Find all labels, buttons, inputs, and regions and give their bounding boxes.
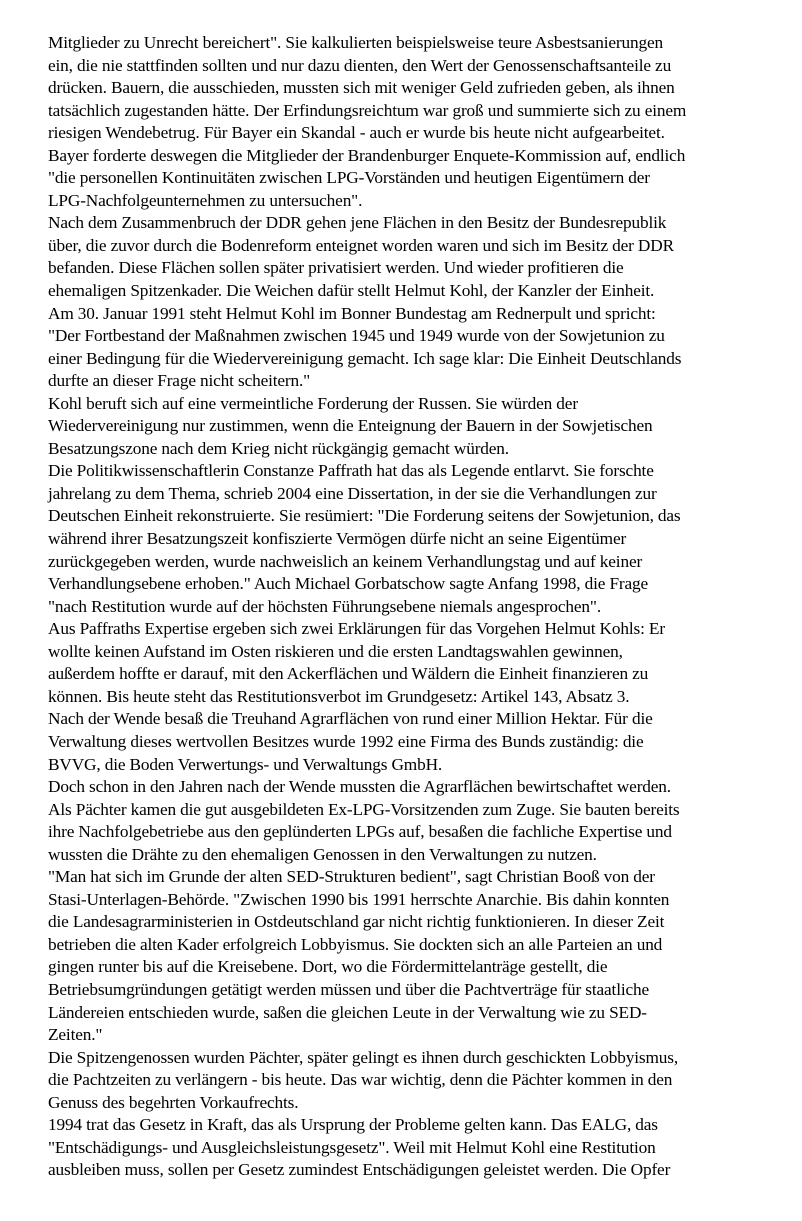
text-line: ehemaligen Spitzenkader. Die Weichen dafür stellt Helmut Kohl, der Kanzler der Einheit. xyxy=(48,281,655,301)
text-line: wussten die Drähte zu den ehemaligen Genossen in den Verwaltungen zu nutzen. xyxy=(48,844,597,864)
text-line: tatsächlich zugestanden hätte. Der Erfindungsreichtum war groß und summierte sich zu einem xyxy=(48,100,687,120)
text-line: 1994 trat das Gesetz in Kraft, das als Ursprung der Probleme gelten kann. Das EALG, das xyxy=(48,1115,658,1135)
text-line: "Man hat sich im Grunde der alten SED-Strukturen bedient", sagt Christian Booß von der xyxy=(48,867,655,887)
paragraph xyxy=(48,1114,788,1182)
text-line: durfte an dieser Frage nicht scheitern." xyxy=(48,371,311,391)
text-line: die Pachtzeiten zu verlängern - bis heute. Das war wichtig, denn die Pächter kommen in den xyxy=(48,1070,673,1090)
text-line: Verwaltung dieses wertvollen Besitzes wurde 1992 eine Firma des Bunds zuständig: die xyxy=(48,731,644,751)
text-line: BVVG, die Boden Verwertungs- und Verwaltungs GmbH. xyxy=(48,754,443,774)
text-line: ausbleiben muss, sollen per Gesetz zumindest Entschädigungen geleistet werden. Die Opfer xyxy=(48,1160,671,1180)
text-line: Betriebsumgründungen getätigt werden müssen und über die Pachtverträge für staatliche xyxy=(48,979,650,999)
paragraph xyxy=(48,866,788,1046)
text-line: befanden. Diese Flächen sollen später privatisiert werden. Und wieder profitieren die xyxy=(48,258,624,278)
text-line: riesigen Wendebetrug. Für Bayer ein Skandal - auch er wurde bis heute nicht aufgearbeitet. xyxy=(48,123,665,143)
text-line: Doch schon in den Jahren nach der Wende mussten die Agrarflächen bewirtschaftet werden. xyxy=(48,777,671,797)
text-line: betrieben die alten Kader erfolgreich Lobbyismus. Sie dockten sich an alle Parteien an und xyxy=(48,934,663,954)
text-line: Deutschen Einheit rekonstruierte. Sie resümiert: "Die Forderung seitens der Sowjetunion, das xyxy=(48,506,681,526)
text-line: jahrelang zu dem Thema, schrieb 2004 eine Dissertation, in der sie die Verhandlungen zur xyxy=(48,483,657,503)
text-line: über, die zuvor durch die Bodenreform enteignet worden waren und sich im Besitz der DDR xyxy=(48,235,674,255)
paragraph xyxy=(48,32,788,212)
text-line: gingen runter bis auf die Kreisebene. Dort, wo die Fördermittelanträge gestellt, die xyxy=(48,957,608,977)
text-line: Stasi-Unterlagen-Behörde. "Zwischen 1990 bis 1991 herrschte Anarchie. Bis dahin konnten xyxy=(48,889,670,909)
text-line: Kohl beruft sich auf eine vermeintliche Forderung der Russen. Sie würden der xyxy=(48,393,578,413)
text-line: Wiedervereinigung nur zustimmen, wenn die Enteignung der Bauern in der Sowjetischen xyxy=(48,416,653,436)
text-line: zurückgegeben werden, wurde nachweislich an keinem Verhandlungstag und auf keiner xyxy=(48,551,643,571)
text-line: Bayer forderte deswegen die Mitglieder der Brandenburger Enquete-Kommission auf, endlich xyxy=(48,145,686,165)
paragraph xyxy=(48,1047,788,1115)
text-line: "nach Restitution wurde auf der höchsten Führungsebene niemals angesprochen". xyxy=(48,596,602,616)
paragraph xyxy=(48,460,788,618)
text-line: während ihrer Besatzungszeit konfiszierte Vermögen dürfe nicht an seine Eigentümer xyxy=(48,529,627,549)
text-line: ein, die nie stattfinden sollten und nur dazu dienten, den Wert der Genossenschaftsanteile zu xyxy=(48,55,672,75)
text-line: Nach dem Zusammenbruch der DDR gehen jene Flächen in den Besitz der Bundesrepublik xyxy=(48,213,667,233)
text-line: Aus Paffraths Expertise ergeben sich zwei Erklärungen für das Vorgehen Helmut Kohls: Er xyxy=(48,619,665,639)
text-line: Ländereien entschieden wurde, saßen die gleichen Leute in der Verwaltung wie zu SED- xyxy=(48,1002,647,1022)
text-line: LPG-Nachfolgeunternehmen zu untersuchen". xyxy=(48,190,363,210)
text-line: Nach der Wende besaß die Treuhand Agrarflächen von rund einer Million Hektar. Für die xyxy=(48,709,653,729)
text-line: einer Bedingung für die Wiedervereinigung gemacht. Ich sage klar: Die Einheit Deutschlands xyxy=(48,348,682,368)
text-line: Verhandlungsebene erhoben." Auch Michael Gorbatschow sagte Anfang 1998, die Frage xyxy=(48,574,649,594)
text-line: außerdem hoffte er darauf, mit den Ackerflächen und Wäldern die Einheit finanzieren zu xyxy=(48,664,649,684)
text-line: Am 30. Januar 1991 steht Helmut Kohl im Bonner Bundestag am Rednerpult und spricht: xyxy=(48,303,656,323)
text-line: Mitglieder zu Unrecht bereichert". Sie kalkulierten beispielsweise teure Asbestsanierungen xyxy=(48,33,663,52)
text-line: können. Bis heute steht das Restitutionsverbot im Grundgesetz: Artikel 143, Absatz 3. xyxy=(48,686,630,706)
text-line: Besatzungszone nach dem Krieg nicht rückgängig gemacht würden. xyxy=(48,438,509,458)
text-line: Die Spitzengenossen wurden Pächter, später gelingt es ihnen durch geschickten Lobbyismus, xyxy=(48,1047,679,1067)
text-line: Die Politikwissenschaftlerin Constanze Paffrath hat das als Legende entlarvt. Sie forschte xyxy=(48,461,654,481)
paragraph xyxy=(48,303,788,393)
paragraph xyxy=(48,212,788,302)
paragraph xyxy=(48,393,788,461)
document-body xyxy=(48,32,788,1182)
text-line: ihre Nachfolgebetriebe aus den geplünderten LPGs auf, besaßen die fachliche Expertise und xyxy=(48,822,672,842)
paragraph xyxy=(48,708,788,776)
text-line: "Entschädigungs- und Ausgleichsleistungsgesetz". Weil mit Helmut Kohl eine Restitution xyxy=(48,1137,656,1157)
paragraph xyxy=(48,618,788,708)
text-line: "die personellen Kontinuitäten zwischen LPG-Vorständen und heutigen Eigentümern der xyxy=(48,168,650,188)
text-line: Als Pächter kamen die gut ausgebildeten Ex-LPG-Vorsitzenden zum Zuge. Sie bauten bereits xyxy=(48,799,680,819)
paragraph xyxy=(48,776,788,866)
text-line: Zeiten." xyxy=(48,1025,103,1045)
text-line: "Der Fortbestand der Maßnahmen zwischen 1945 und 1949 wurde von der Sowjetunion zu xyxy=(48,326,665,346)
text-line: Genuss des begehrten Vorkaufrechts. xyxy=(48,1092,299,1112)
text-line: die Landesagrarministerien in Ostdeutschland gar nicht richtig funktionieren. In dieser Zeit xyxy=(48,912,665,932)
text-line: drücken. Bauern, die ausschieden, mussten sich mit weniger Geld zufrieden geben, als ihnen xyxy=(48,78,675,98)
text-line: wollte keinen Aufstand im Osten riskieren und die ersten Landtagswahlen gewinnen, xyxy=(48,641,623,661)
